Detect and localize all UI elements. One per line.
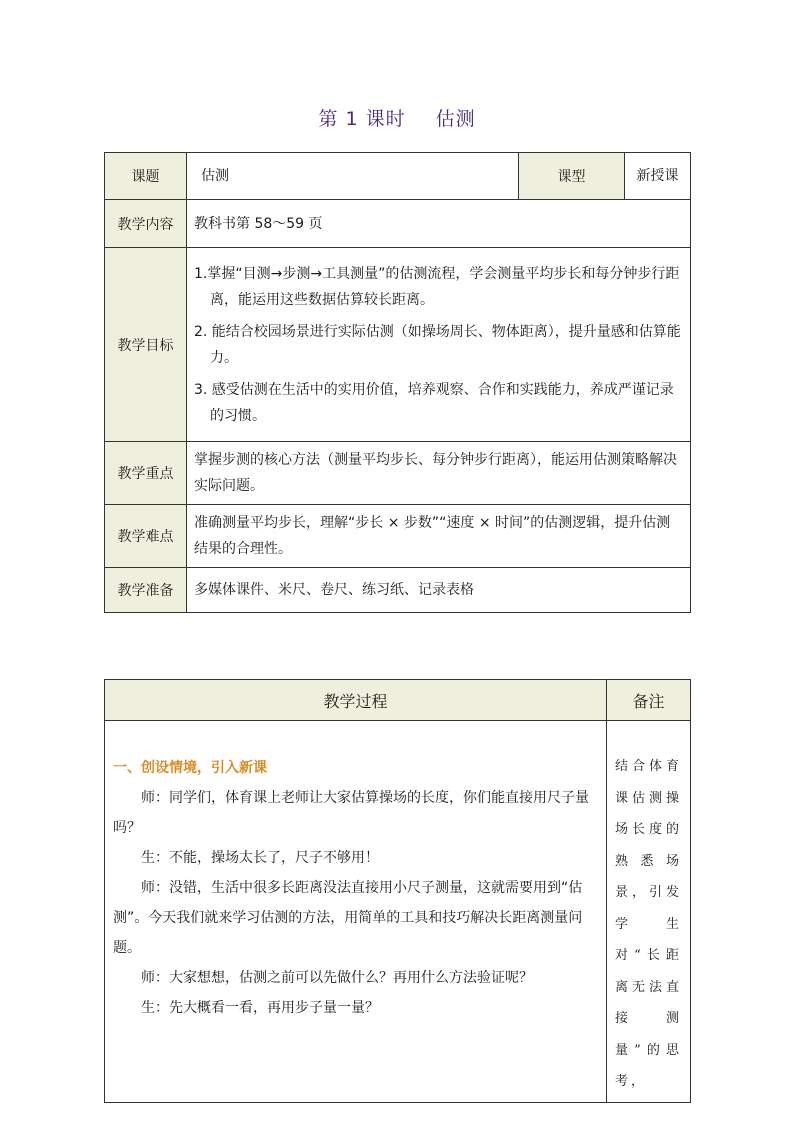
content-row [105,200,691,248]
dialogue-paragraph: 师：大家想想，估测之前可以先做什么？再用什么方法验证呢？ [141,970,533,986]
section-heading: 一、创设情境，引入新课 [113,760,267,776]
prep-value: 多媒体课件、米尺、卷尺、练习纸、记录表格 [187,568,691,613]
key-value: 掌握步测的核心方法（测量平均步长、每分钟步行距离），能运用估测策略解决实际问题。 [187,442,691,505]
type-label: 课型 [519,153,625,200]
goal-item: 3. 感受估测在生活中的实用价值，培养观察、合作和实践能力，养成严谨记录的习惯。 [194,381,674,424]
goal-item: 1.掌握“目测→步测→工具测量”的估测流程，学会测量平均步长和每分钟步行距离，能运用这些数据估算较长距离。 [194,265,680,308]
process-note-cell: 结合体育课估测操场长度的熟悉场景，引发学生对“长距离无法直接测量”的思考， [607,721,691,1103]
goals-cell [187,248,691,442]
dialogue-paragraph: 师：同学们，体育课上老师让大家估算操场的长度，你们能直接用尺子量吗？ [113,790,589,836]
topic-value: 估测 [187,153,519,200]
process-body-row [105,721,691,1103]
dialogue-paragraph: 生：不能，操场太长了，尺子不够用！ [141,850,379,866]
topic-row [105,153,691,200]
topic-label: 课题 [105,153,187,200]
process-header-main: 教学过程 [105,680,607,721]
difficulty-value: 准确测量平均步长，理解“步长 × 步数”“速度 × 时间”的估测逻辑，提升估测结果的合理性。 [187,505,691,568]
difficulty-label: 教学难点 [105,505,187,568]
dialogue-paragraph: 生：先大概看一看，再用步子量一量？ [141,1000,379,1016]
difficulty-row [105,505,691,568]
process-header-row [105,680,691,721]
teaching-process-table [104,679,691,1103]
content-value: 教科书第 58～59 页 [187,200,691,248]
prep-label: 教学准备 [105,568,187,613]
process-main-cell [105,721,607,1103]
process-header-note: 备注 [607,680,691,721]
goals-list [194,261,683,429]
goals-label: 教学目标 [105,248,187,442]
page-title [0,104,794,131]
goal-item: 2. 能结合校园场景进行实际估测（如操场周长、物体距离），提升量感和估算能力。 [194,323,681,366]
type-value: 新授课 [625,153,691,200]
key-row [105,442,691,505]
lesson-info-table [104,152,691,613]
content-label: 教学内容 [105,200,187,248]
goals-row [105,248,691,442]
lesson-number: 第 1 课时 [318,108,406,130]
key-label: 教学重点 [105,442,187,505]
prep-row [105,568,691,613]
dialogue-paragraph: 师：没错，生活中很多长距离没法直接用小尺子测量，这就需要用到“估测”。今天我们就来学习估测的方法，用简单的工具和技巧解决长距离测量问题。 [113,880,583,956]
lesson-topic: 估测 [435,108,476,130]
